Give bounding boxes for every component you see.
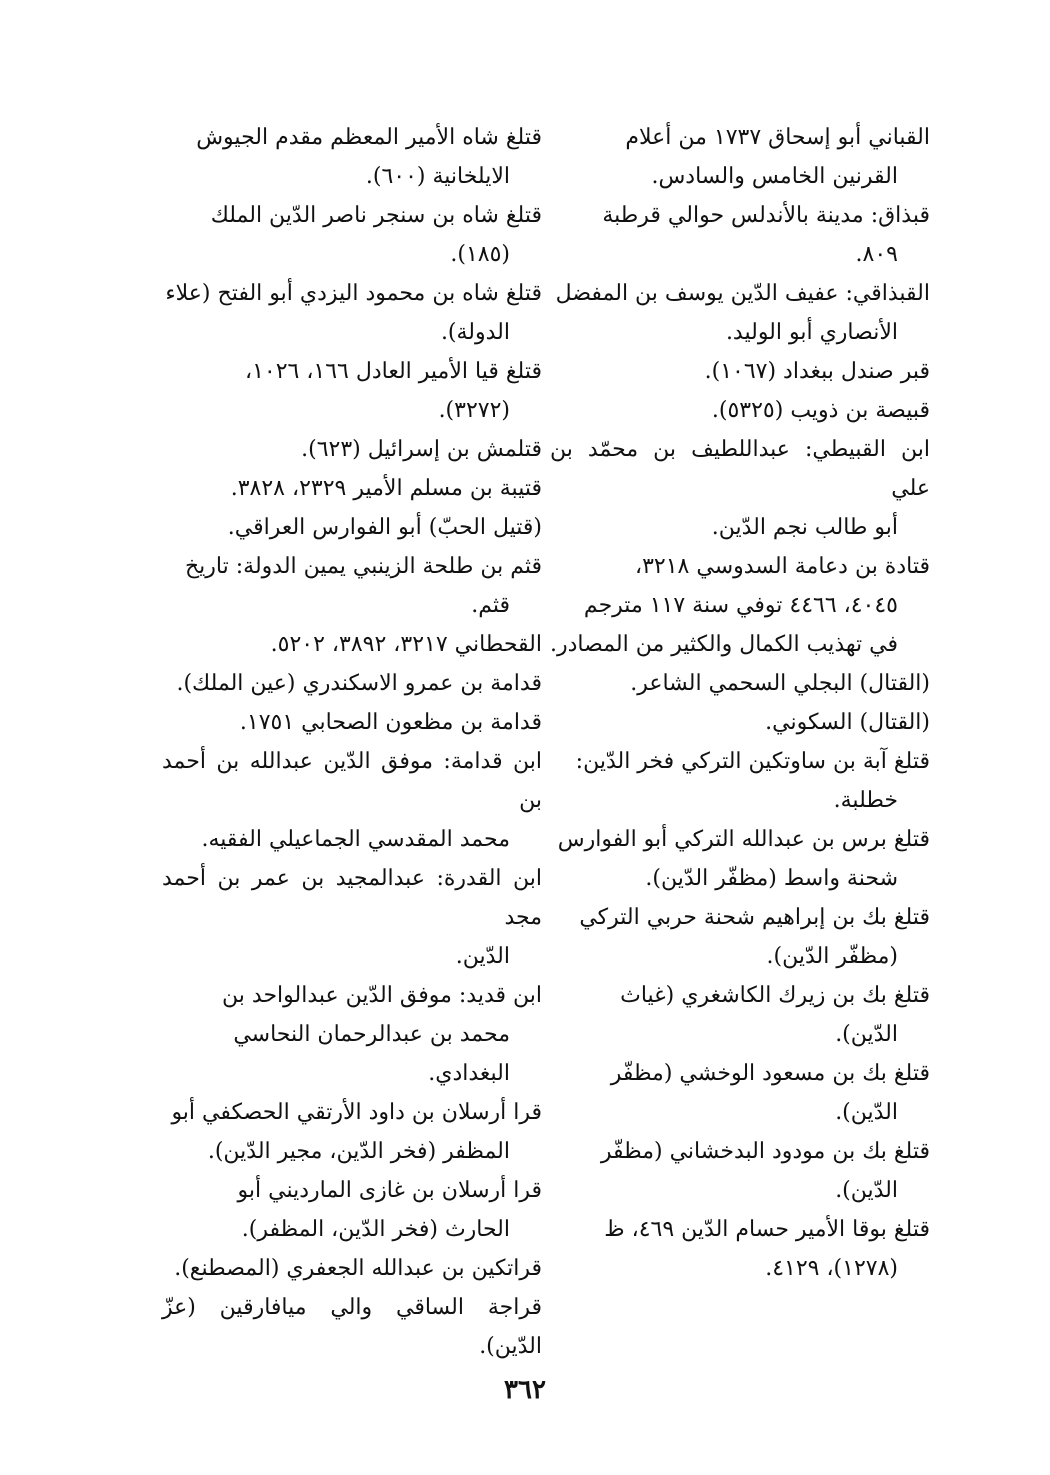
- entry-continuation-line: الدّين).: [835, 1022, 898, 1047]
- entry-line: قدامة بن عمرو الاسكندري (عين الملك).: [176, 671, 542, 696]
- entry-continuation-line: شحنة واسط (مظفّر الدّين).: [645, 866, 898, 891]
- index-entry: [162, 859, 542, 976]
- entry-continuation-line: ٤٠٤٥، ٤٤٦٦ توفي سنة ١١٧ مترجم: [583, 593, 898, 618]
- entry-continuation-line: الدّين).: [835, 1178, 898, 1203]
- index-entry: [550, 118, 930, 196]
- index-entry: [162, 1093, 542, 1171]
- entry-line: قراتكين بن عبدالله الجعفري (المصطنع).: [174, 1256, 542, 1281]
- page-number: ٣٦٢: [504, 1375, 546, 1405]
- index-entry: [162, 430, 542, 469]
- entry-continuation-line: ٨٠٩.: [855, 242, 898, 267]
- entry-line: القباني أبو إسحاق ١٧٣٧ من أعلام: [625, 125, 930, 150]
- index-entry: [162, 703, 542, 742]
- entry-line: قتلغ آبة بن ساوتكين التركي فخر الدّين:: [575, 749, 930, 774]
- entry-line: ابن القبيطي: عبداللطيف بن محمّد بن علي: [550, 437, 930, 501]
- index-entry: [162, 547, 542, 625]
- entry-continuation-line: (١٨٥).: [450, 242, 510, 267]
- entry-line: ابن القدرة: عبدالمجيد بن عمر بن أحمد مجد: [162, 866, 542, 930]
- index-entry: [162, 469, 542, 508]
- index-entry: [550, 352, 930, 391]
- entry-continuation-line: الايلخانية (٦٠٠).: [365, 164, 510, 189]
- entry-continuation-line: الدولة).: [440, 320, 510, 345]
- entry-line: قتلمش بن إسرائيل (٦٢٣).: [301, 437, 542, 462]
- entry-continuation-line: الدّين).: [835, 1100, 898, 1125]
- entry-line: قثم بن طلحة الزينبي يمين الدولة: تاريخ: [184, 554, 542, 579]
- entry-continuation-line: الأنصاري أبو الوليد.: [725, 320, 898, 345]
- entry-continuation-line: الحارث (فخر الدّين، المظفر).: [241, 1217, 510, 1242]
- entry-line: قتلغ قيا الأمير العادل ١٦٦، ١٠٢٦،: [244, 359, 542, 384]
- index-entry: [550, 976, 930, 1054]
- index-entry: [550, 430, 930, 547]
- entry-line: قتلغ شاه الأمير المعظم مقدم الجيوش: [196, 125, 542, 150]
- index-entry: [162, 352, 542, 430]
- entry-line: (القتال) البجلي السحمي الشاعر.: [630, 671, 930, 696]
- entry-line: القحطاني ٣٢١٧، ٣٨٩٢، ٥٢٠٢.: [270, 632, 542, 657]
- entry-line: قبر صندل ببغداد (١٠٦٧).: [704, 359, 930, 384]
- entry-line: قتادة بن دعامة السدوسي ٣٢١٨،: [635, 554, 930, 579]
- entry-line: قتلغ بوقا الأمير حسام الدّين ٤٦٩، ظ: [604, 1217, 930, 1242]
- entry-line: قتلغ شاه بن سنجر ناصر الدّين الملك: [210, 203, 542, 228]
- index-entry: [550, 898, 930, 976]
- index-entry: [550, 664, 930, 703]
- left-column: [162, 118, 542, 1366]
- entry-continuation-line: محمد المقدسي الجماعيلي الفقيه.: [201, 827, 510, 852]
- entry-line: قتلغ بك بن مودود البدخشاني (مظفّر: [600, 1139, 930, 1164]
- entry-continuation-line: أبو طالب نجم الدّين.: [711, 515, 898, 540]
- index-entry: [162, 1288, 542, 1366]
- entry-continuation-line: القرنين الخامس والسادس.: [651, 164, 898, 189]
- entry-line: قرا أرسلان بن غازى المارديني أبو: [237, 1178, 542, 1203]
- index-entry: [550, 703, 930, 742]
- entry-continuation-line: قثم.: [471, 593, 510, 618]
- index-entry: [162, 196, 542, 274]
- entry-continuation-line: في تهذيب الكمال والكثير من المصادر.: [550, 632, 898, 657]
- index-entry: [550, 742, 930, 820]
- entry-continuation-line: (مظفّر الدّين).: [766, 944, 898, 969]
- index-entry: [550, 274, 930, 352]
- entry-continuation-line: الدّين.: [455, 944, 510, 969]
- entry-continuation-line: البغدادي.: [428, 1061, 510, 1086]
- entry-line: قرا أرسلان بن داود الأرتقي الحصكفي أبو: [171, 1100, 542, 1125]
- entry-line: قدامة بن مظعون الصحابي ١٧٥١.: [239, 710, 542, 735]
- entry-line: قتلغ شاه بن محمود اليزدي أبو الفتح (علاء: [165, 281, 542, 306]
- entry-line: (القتال) السكوني.: [765, 710, 930, 735]
- entry-continuation-line: خطلبة.: [833, 788, 898, 813]
- entry-continuation-line: (١٢٧٨)، ٤١٢٩.: [765, 1256, 898, 1281]
- index-entry: [162, 664, 542, 703]
- index-entry: [162, 1249, 542, 1288]
- index-entry: [162, 625, 542, 664]
- index-entry: [162, 508, 542, 547]
- index-entry: [550, 196, 930, 274]
- entry-line: قتلغ بك بن زيرك الكاشغري (غياث: [620, 983, 930, 1008]
- entry-line: قبذاق: مدينة بالأندلس حوالي قرطبة: [602, 203, 930, 228]
- index-entry: [162, 1171, 542, 1249]
- entry-line: قبيصة بن ذويب (٥٣٢٥).: [711, 398, 930, 423]
- index-entry: [550, 391, 930, 430]
- entry-line: قتلغ برس بن عبدالله التركي أبو الفوارس: [557, 827, 930, 852]
- entry-continuation-line: المظفر (فخر الدّين، مجير الدّين).: [207, 1139, 510, 1164]
- index-entry: [162, 274, 542, 352]
- entry-line: قتلغ بك بن مسعود الوخشي (مظفّر: [610, 1061, 930, 1086]
- entry-line: ابن قدامة: موفق الدّين عبدالله بن أحمد بن: [162, 749, 542, 813]
- index-entry: [550, 547, 930, 664]
- right-column: [550, 118, 930, 1288]
- entry-line: (قتيل الحبّ) أبو الفوارس العراقي.: [227, 515, 542, 540]
- index-entry: [162, 118, 542, 196]
- entry-line: قتيبة بن مسلم الأمير ٢٣٢٩، ٣٨٢٨.: [230, 476, 542, 501]
- entry-continuation-line: محمد بن عبدالرحمان النحاسي: [233, 1022, 510, 1047]
- index-entry: [550, 820, 930, 898]
- index-entry: [550, 1054, 930, 1132]
- entry-continuation-line: (٣٢٧٢).: [438, 398, 510, 423]
- entry-line: ابن قديد: موفق الدّين عبدالواحد بن: [222, 983, 542, 1008]
- entry-line: قتلغ بك بن إبراهيم شحنة حربي التركي: [579, 905, 930, 930]
- index-entry: [162, 742, 542, 859]
- entry-line: قراجة الساقي والي ميافارقين (عزّ الدّين).: [162, 1295, 542, 1359]
- index-entry: [162, 976, 542, 1093]
- entry-line: القبذاقي: عفيف الدّين يوسف بن المفضل: [555, 281, 930, 306]
- index-entry: [550, 1210, 930, 1288]
- index-entry: [550, 1132, 930, 1210]
